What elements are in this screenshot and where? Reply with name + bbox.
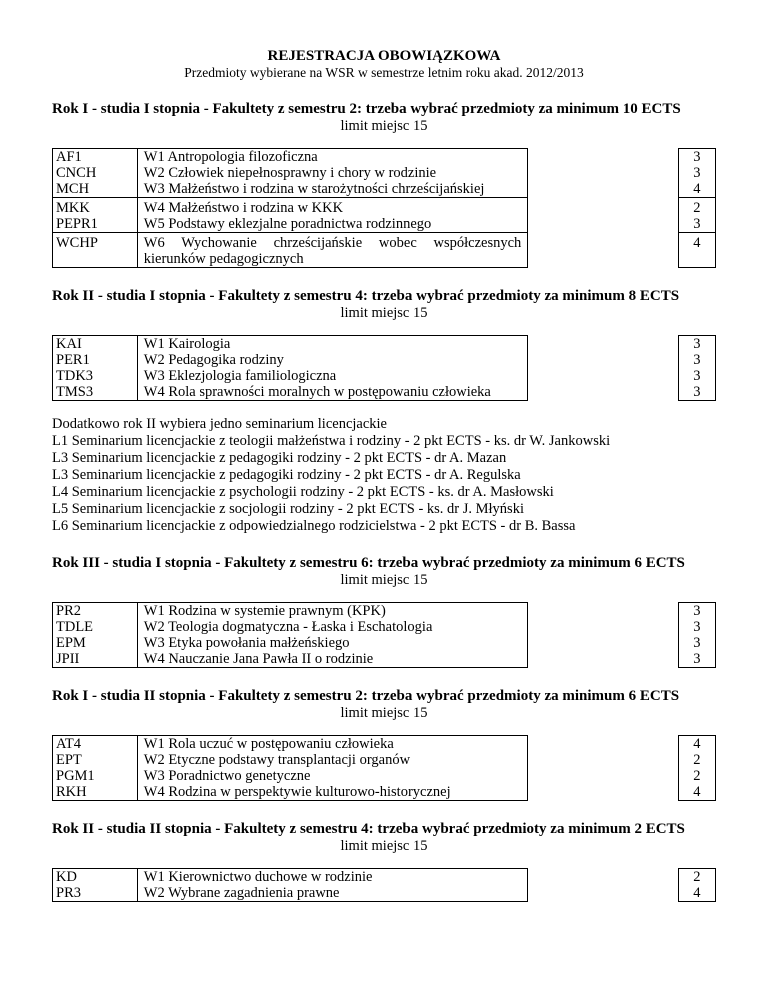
column-gap	[528, 885, 678, 902]
course-ects: 3	[678, 651, 715, 668]
course-name: W4 Nauczanie Jana Pawła II o rodzinie	[137, 651, 528, 668]
course-row	[53, 336, 716, 353]
section-limit: limit miejsc 15	[340, 305, 428, 321]
document-subtitle: Przedmioty wybierane na WSR w semestrze letnim roku akad. 2012/2013	[184, 65, 584, 80]
course-code: TDLE	[53, 619, 138, 635]
seminar-item: L1 Seminarium licencjackie z teologii małżeństwa i rodziny - 2 pkt ECTS - ks. dr W. Jankowski	[52, 433, 611, 449]
column-gap	[528, 768, 678, 784]
sections-container	[52, 101, 716, 902]
course-ects: 4	[678, 181, 715, 198]
course-name: W3 Małżeństwo i rodzina w starożytności chrześcijańskiej	[137, 181, 528, 198]
course-name: W2 Wybrane zagadnienia prawne	[137, 885, 528, 902]
course-code: PR2	[53, 603, 138, 620]
course-code: EPT	[53, 752, 138, 768]
course-section	[52, 821, 716, 902]
course-ects: 3	[678, 384, 715, 401]
seminar-item: L4 Seminarium licencjackie z psychologii rodziny - 2 pkt ECTS - ks. dr A. Masłowski	[52, 484, 554, 500]
course-name: W1 Rola uczuć w postępowaniu człowieka	[137, 736, 528, 753]
course-name: W2 Etyczne podstawy transplantacji organów	[137, 752, 528, 768]
course-row	[53, 619, 716, 635]
column-gap	[528, 752, 678, 768]
course-row	[53, 233, 716, 268]
course-ects: 3	[678, 368, 715, 384]
course-ects: 3	[678, 149, 715, 166]
course-row	[53, 368, 716, 384]
section-limit: limit miejsc 15	[340, 838, 428, 854]
course-row	[53, 165, 716, 181]
course-ects: 3	[678, 165, 715, 181]
course-section	[52, 555, 716, 668]
course-ects: 3	[678, 352, 715, 368]
seminar-item: L5 Seminarium licencjackie z socjologii rodziny - 2 pkt ECTS - ks. dr J. Młyński	[52, 501, 524, 517]
course-row	[53, 752, 716, 768]
course-name: W2 Pedagogika rodziny	[137, 352, 528, 368]
course-ects: 3	[678, 216, 715, 233]
column-gap	[528, 635, 678, 651]
course-ects: 2	[678, 198, 715, 217]
course-row	[53, 885, 716, 902]
course-ects: 2	[678, 869, 715, 886]
column-gap	[528, 181, 678, 198]
column-gap	[528, 149, 678, 166]
course-name: W3 Poradnictwo genetyczne	[137, 768, 528, 784]
course-table	[52, 868, 716, 902]
section-heading: Rok I - studia I stopnia - Fakultety z semestru 2: trzeba wybrać przedmioty za minimum 10 ECTS	[52, 101, 681, 117]
column-gap	[528, 216, 678, 233]
course-ects: 4	[678, 736, 715, 753]
seminar-item: L3 Seminarium licencjackie z pedagogiki rodziny - 2 pkt ECTS - dr A. Mazan	[52, 450, 507, 466]
course-row	[53, 216, 716, 233]
course-row	[53, 768, 716, 784]
course-table	[52, 335, 716, 401]
column-gap	[528, 869, 678, 886]
section-heading: Rok II - studia I stopnia - Fakultety z semestru 4: trzeba wybrać przedmioty za minimum 8 ECTS	[52, 288, 680, 304]
course-ects: 4	[678, 784, 715, 801]
course-ects: 2	[678, 752, 715, 768]
course-code: MKK	[53, 198, 138, 217]
course-code: PER1	[53, 352, 138, 368]
course-section	[52, 288, 716, 535]
course-table	[52, 148, 716, 268]
course-row	[53, 181, 716, 198]
course-code: EPM	[53, 635, 138, 651]
course-table	[52, 602, 716, 668]
course-ects: 4	[678, 233, 715, 268]
section-heading: Rok III - studia I stopnia - Fakultety z semestru 6: trzeba wybrać przedmioty za minimum 6 ECTS	[52, 555, 685, 571]
seminar-item: L3 Seminarium licencjackie z pedagogiki rodziny - 2 pkt ECTS - dr A. Regulska	[52, 467, 521, 483]
course-name: W3 Etyka powołania małżeńskiego	[137, 635, 528, 651]
course-code: TDK3	[53, 368, 138, 384]
section-heading: Rok II - studia II stopnia - Fakultety z semestru 4: trzeba wybrać przedmioty za minimum 2 ECTS	[52, 821, 685, 837]
course-table	[52, 735, 716, 801]
course-row	[53, 198, 716, 217]
course-name: W4 Rola sprawności moralnych w postępowaniu człowieka	[137, 384, 528, 401]
course-ects: 4	[678, 885, 715, 902]
course-row	[53, 603, 716, 620]
course-row	[53, 149, 716, 166]
course-name: W3 Eklezjologia familiologiczna	[137, 368, 528, 384]
course-code: CNCH	[53, 165, 138, 181]
course-section	[52, 101, 716, 268]
course-code: PGM1	[53, 768, 138, 784]
course-ects: 3	[678, 603, 715, 620]
seminar-list	[52, 416, 716, 535]
section-limit: limit miejsc 15	[340, 572, 428, 588]
course-name: W2 Teologia dogmatyczna - Łaska i Eschatologia	[137, 619, 528, 635]
course-name: W2 Człowiek niepełnosprawny i chory w rodzinie	[137, 165, 528, 181]
column-gap	[528, 784, 678, 801]
course-section	[52, 688, 716, 801]
course-ects: 2	[678, 768, 715, 784]
course-code: PR3	[53, 885, 138, 902]
course-name: W6 Wychowanie chrześcijańskie wobec współczesnych kierunków pedagogicznych	[137, 233, 528, 268]
course-code: PEPR1	[53, 216, 138, 233]
course-code: TMS3	[53, 384, 138, 401]
document-title: REJESTRACJA OBOWIĄZKOWA	[267, 48, 501, 64]
course-ects: 3	[678, 336, 715, 353]
course-ects: 3	[678, 619, 715, 635]
course-name: W1 Rodzina w systemie prawnym (KPK)	[137, 603, 528, 620]
course-code: MCH	[53, 181, 138, 198]
course-name: W1 Antropologia filozoficzna	[137, 149, 528, 166]
course-code: JPII	[53, 651, 138, 668]
column-gap	[528, 165, 678, 181]
course-code: KAI	[53, 336, 138, 353]
section-limit: limit miejsc 15	[340, 705, 428, 721]
column-gap	[528, 651, 678, 668]
seminar-item: L6 Seminarium licencjackie z odpowiedzialnego rodzicielstwa - 2 pkt ECTS - dr B. Bassa	[52, 518, 576, 534]
course-ects: 3	[678, 635, 715, 651]
column-gap	[528, 368, 678, 384]
column-gap	[528, 352, 678, 368]
column-gap	[528, 233, 678, 268]
column-gap	[528, 198, 678, 217]
column-gap	[528, 384, 678, 401]
course-name: W1 Kairologia	[137, 336, 528, 353]
course-code: AF1	[53, 149, 138, 166]
course-code: WCHP	[53, 233, 138, 268]
course-name: W4 Małżeństwo i rodzina w KKK	[137, 198, 528, 217]
document-page	[52, 48, 716, 902]
section-limit: limit miejsc 15	[340, 118, 428, 134]
course-row	[53, 784, 716, 801]
course-row	[53, 635, 716, 651]
column-gap	[528, 336, 678, 353]
course-row	[53, 384, 716, 401]
column-gap	[528, 736, 678, 753]
column-gap	[528, 603, 678, 620]
course-code: AT4	[53, 736, 138, 753]
course-row	[53, 869, 716, 886]
column-gap	[528, 619, 678, 635]
course-code: KD	[53, 869, 138, 886]
course-name: W1 Kierownictwo duchowe w rodzinie	[137, 869, 528, 886]
course-code: RKH	[53, 784, 138, 801]
seminar-intro: Dodatkowo rok II wybiera jedno seminarium licencjackie	[52, 416, 387, 432]
course-row	[53, 736, 716, 753]
course-name: W5 Podstawy eklezjalne poradnictwa rodzinnego	[137, 216, 528, 233]
course-name: W4 Rodzina w perspektywie kulturowo-historycznej	[137, 784, 528, 801]
course-row	[53, 352, 716, 368]
section-heading: Rok I - studia II stopnia - Fakultety z semestru 2: trzeba wybrać przedmioty za minimum 6 ECTS	[52, 688, 680, 704]
course-row	[53, 651, 716, 668]
